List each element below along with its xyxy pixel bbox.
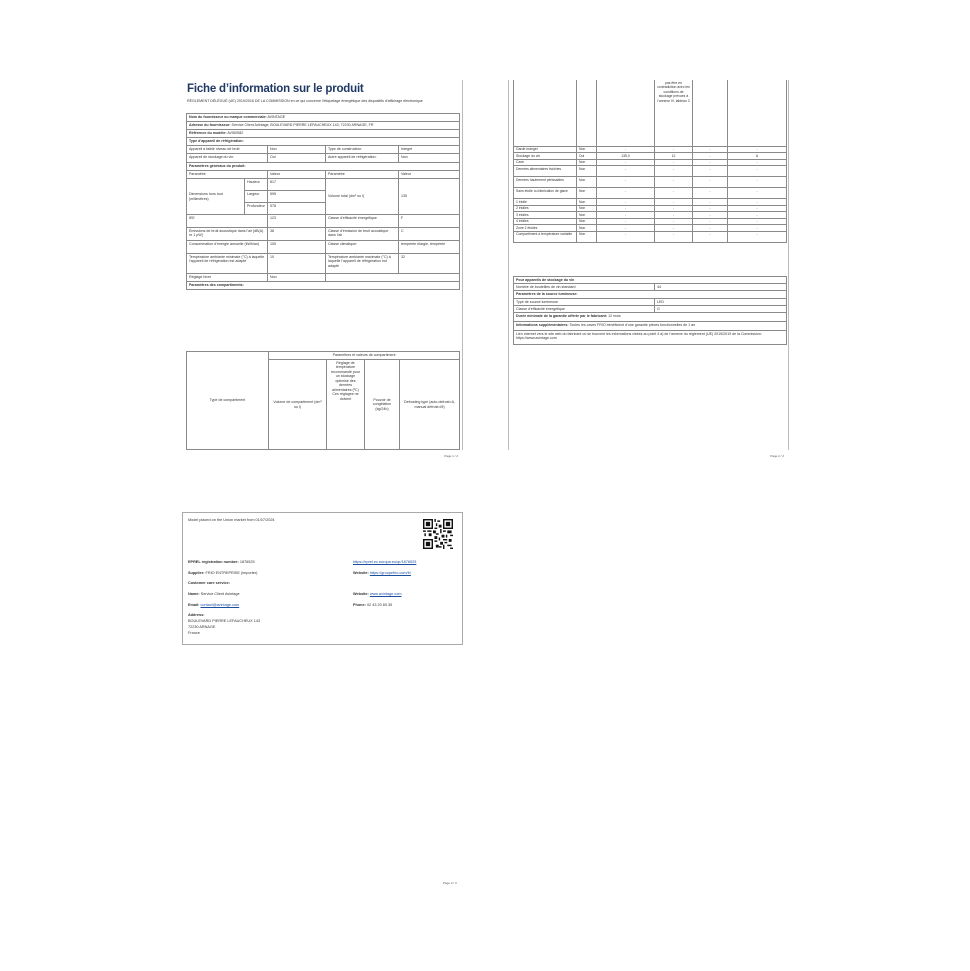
- bottles-label: Nombre de bouteilles de vin standard: [514, 284, 655, 291]
- comp-freeze: -: [693, 153, 728, 160]
- eprel-link[interactable]: https://eprel.ec.europa.eu/qr/1876525: [353, 560, 417, 564]
- depth-value: 578: [268, 203, 326, 215]
- col-value: Valeur: [268, 171, 326, 179]
- extra-value: Toutes les caves FRIO bénéficient d’une garantie pièces fonctionnelles de 1 an: [569, 322, 696, 327]
- eprel-label: EPREL registration number:: [188, 560, 239, 564]
- email-label: Email:: [188, 603, 200, 607]
- comp-volume: -: [597, 205, 655, 212]
- comp-volume: -: [597, 166, 655, 177]
- comp-defrost: A: [728, 153, 787, 160]
- comp-temp: -: [655, 225, 693, 232]
- other-label: Autre appareil de réfrigération:: [326, 154, 399, 163]
- address-line-1: BOULEVARD PIERRE LEFAUCHEUX 143: [188, 619, 261, 623]
- comp-present: Non: [577, 231, 597, 242]
- website2-link[interactable]: www.avintage.com: [369, 592, 402, 596]
- height-label: Hauteur: [245, 179, 268, 191]
- height-value: 817: [268, 179, 326, 191]
- page-number: Page 1 / 2: [444, 454, 458, 458]
- comp-defrost: -: [728, 212, 787, 219]
- comp-defrost: -: [728, 159, 787, 166]
- low-noise-label: Appareil à faible niveau de bruit:: [187, 146, 268, 154]
- comp-name: Zone 2 étoiles: [514, 225, 577, 232]
- manufacturer-link[interactable]: https://www.avintage.com: [516, 336, 557, 340]
- depth-label: Profondeur: [245, 203, 268, 215]
- energy-class-value: F: [399, 215, 460, 228]
- compartment-row: [514, 188, 787, 199]
- comp-defrost-header: Defrosting type (auto-defrost=A, manual defrost=M): [400, 360, 460, 450]
- light-type-label: Type de source lumineuse: [514, 299, 655, 306]
- comp-volume: -: [597, 225, 655, 232]
- comp-name: 3 étoiles: [514, 212, 577, 219]
- light-header: Paramètres de la source lumineuse:: [514, 291, 787, 299]
- low-noise-value: Non: [268, 146, 326, 154]
- comp-temp: -: [655, 166, 693, 177]
- phone-value: 02 43 20 69 35: [366, 603, 393, 607]
- noise-class-value: C: [399, 228, 460, 241]
- eprel-value: 1876525: [239, 560, 255, 564]
- comp-defrost: -: [728, 205, 787, 212]
- col-param-2: Paramètre: [326, 171, 399, 179]
- noise-class-label: Classe d’émission de bruit acoustique dans l’air: [326, 228, 399, 241]
- comp-freeze: -: [693, 225, 728, 232]
- construction-label: Type de construction:: [326, 146, 399, 154]
- comp-defrost: -: [728, 188, 787, 199]
- comp-freeze: -: [693, 146, 728, 153]
- supplier-value: FRIO ENTREPRISE (importer): [205, 571, 258, 575]
- comp-name: 2 étoiles: [514, 205, 577, 212]
- width-label: Largeur: [245, 191, 268, 203]
- page-title: Fiche d’information sur le produit: [187, 83, 364, 95]
- light-type-value: LED: [655, 299, 787, 306]
- comp-present: Non: [577, 188, 597, 199]
- email-link[interactable]: contact@avintage.com: [200, 603, 240, 607]
- general-header: Paramètres généraux du produit:: [187, 163, 460, 171]
- climate-label: Classe climatique:: [326, 241, 399, 254]
- winter-label: Réglage hiver: [187, 274, 268, 282]
- comp-present: Non: [577, 166, 597, 177]
- max-temp-value: 32: [399, 254, 460, 274]
- extra-label: Informations supplémentaires:: [516, 322, 569, 327]
- climate-value: tempérée élargie, tempérée: [399, 241, 460, 254]
- comp-freeze: -: [693, 231, 728, 242]
- name-label: Name:: [188, 592, 200, 596]
- comp-freeze: -: [693, 218, 728, 225]
- comp-name: 4 étoiles: [514, 218, 577, 225]
- comp-defrost: -: [728, 177, 787, 188]
- comp-defrost: -: [728, 199, 787, 206]
- comp-present: Non: [577, 225, 597, 232]
- comp-temp: -: [655, 231, 693, 242]
- comp-present: Non: [577, 212, 597, 219]
- comp-volume: -: [597, 212, 655, 219]
- address-label: Address:: [188, 613, 205, 617]
- comp-name: Denrées alimentaires fraîches: [514, 166, 577, 177]
- comp-present: Oui: [577, 153, 597, 160]
- comp-volume: -: [597, 159, 655, 166]
- wine-header: Pour appareils de stockage du vin: [514, 277, 787, 284]
- bottles-value: 44: [655, 284, 787, 291]
- phone-label: Phone:: [353, 603, 366, 607]
- noise-label: Émissions de bruit acoustique dans l’air [dB(A) re 1 pW]: [187, 228, 268, 241]
- compartments-table: [513, 80, 787, 243]
- supplier-label: Nom du fournisseur ou marque commerciale:: [189, 114, 267, 119]
- comp-freeze: -: [693, 188, 728, 199]
- wine-light-table: [513, 276, 787, 345]
- name-value: Service Client Avintage: [200, 592, 240, 596]
- comp-freeze: -: [693, 205, 728, 212]
- light-class-label: Classe d’efficacité énergétique: [514, 306, 655, 313]
- compartments-header: Paramètres des compartiments:: [187, 282, 460, 290]
- energy-class-label: Classe d’efficacité énergétique: [326, 215, 399, 228]
- comp-present: Non: [577, 205, 597, 212]
- comp-defrost: -: [728, 225, 787, 232]
- address-value: Service Client Avintage, BOULEVARD PIERRE LEFAUCHEUX 143, 72230 ARNAGE, FR: [231, 122, 374, 127]
- comp-freeze-header: Pouvoir de congélation (kg/24h): [365, 360, 400, 450]
- comp-freeze: -: [693, 177, 728, 188]
- max-temp-label: Température ambiante maximale (°C) à laquelle l’appareil de réfrigération est adapté: [326, 254, 399, 274]
- min-temp-label: Température ambiante minimale (°C) à laquelle l’appareil de réfrigération est adapté: [187, 254, 268, 274]
- comp-name: Sans étoile ou fabrication de glace: [514, 188, 577, 199]
- market-date: Model placed on the Union market from 01/07/2024: [188, 518, 275, 522]
- comp-present: Non: [577, 177, 597, 188]
- address-line-2: 72230 ARNAGE: [188, 625, 216, 629]
- compartment-row: [514, 166, 787, 177]
- model-label: Référence du modèle:: [189, 130, 227, 135]
- volume-label: Volume total (dm³ ou l): [326, 179, 399, 215]
- model-value: AVI50S82: [227, 130, 244, 135]
- comp-name: Garde manger: [514, 146, 577, 153]
- qr-code-icon[interactable]: [423, 519, 453, 549]
- comp-temp: -: [655, 146, 693, 153]
- comp-temp: -: [655, 212, 693, 219]
- comp-name: Compartiment à température variable: [514, 231, 577, 242]
- winter-value: Non: [268, 274, 326, 282]
- regulation-intro: RÈGLEMENT DÉLÉGUÉ (UE) 2019/2016 DE LA COMMISSION en ce qui concerne l’étiquetage énergétique des dispositifs d’affichage électronique: [187, 99, 423, 103]
- eprel-info-page: [182, 512, 463, 645]
- compartments-header-table: [186, 351, 460, 450]
- supplier-label: Supplier:: [188, 571, 205, 575]
- col-value-2: Valeur: [399, 171, 460, 179]
- address-line-3: France: [188, 631, 200, 635]
- comp-name: Denrées hautement périssables: [514, 177, 577, 188]
- comp-volume: -: [597, 231, 655, 242]
- comp-param-header: Paramètres et valeurs de compartiment: [269, 352, 460, 360]
- supplier-value: AVINTAGE: [267, 114, 286, 119]
- comp-present: Non: [577, 199, 597, 206]
- comp-temp: -: [655, 218, 693, 225]
- comp-defrost: -: [728, 146, 787, 153]
- comp-freeze: -: [693, 166, 728, 177]
- comp-temp: -: [655, 177, 693, 188]
- warranty-value: 12 mois: [608, 313, 621, 318]
- comp-freeze: -: [693, 212, 728, 219]
- consumption-value: 105: [268, 241, 326, 254]
- product-sheet-page-1: [182, 80, 463, 458]
- comp-temp: -: [655, 159, 693, 166]
- comp-temp: -: [655, 188, 693, 199]
- comp-freeze: -: [693, 199, 728, 206]
- width-value: 595: [268, 191, 326, 203]
- light-class-value: G: [655, 306, 787, 313]
- comp-present: Non: [577, 146, 597, 153]
- comp-volume: -: [597, 177, 655, 188]
- product-sheet-page-2: [508, 80, 789, 458]
- other-value: Non: [399, 154, 460, 163]
- comp-defrost: -: [728, 166, 787, 177]
- comp-temp-continued: pas être en contradiction avec les conditions de stockage prévues à l’annexe IV, tableau 3: [655, 80, 693, 146]
- warranty-label: Durée minimale de la garantie offerte par le fabricant:: [516, 313, 608, 318]
- type-header: Type d’appareil de réfrigération:: [187, 138, 460, 146]
- comp-present: Non: [577, 218, 597, 225]
- comp-freeze: -: [693, 159, 728, 166]
- consumption-label: Consommation d’énergie annuelle (kWh/an): [187, 241, 268, 254]
- page-number-3: Page 3 / 3: [443, 881, 457, 885]
- dims-label: Dimensions hors tout (millimètres): [187, 179, 245, 215]
- compartment-row: [514, 231, 787, 242]
- col-param: Paramètre: [187, 171, 268, 179]
- comp-defrost: -: [728, 218, 787, 225]
- comp-present: Non: [577, 159, 597, 166]
- comp-type-header: Type de compartiment: [187, 352, 269, 450]
- comp-volume: -: [597, 188, 655, 199]
- min-temp-value: 10: [268, 254, 326, 274]
- customer-care-label: Customer care service:: [188, 581, 230, 585]
- construction-value: Intégré: [399, 146, 460, 154]
- comp-volume: -: [597, 146, 655, 153]
- eei-label: IEE: [187, 215, 268, 228]
- volume-value: 135: [399, 179, 460, 215]
- comp-temp: -: [655, 205, 693, 212]
- comp-temp: 12: [655, 153, 693, 160]
- wine-label: Appareil de stockage du vin:: [187, 154, 268, 163]
- address-label: Adresse du fournisseur:: [189, 122, 231, 127]
- wine-value: Oui: [268, 154, 326, 163]
- comp-volume: 135,0: [597, 153, 655, 160]
- link-text: Lien internet vers le site web du fabricant où se trouvent les informations visées au point 4 a) de l’annexe du règlement (UE) 2019/2019 de la Commission:: [516, 331, 762, 336]
- comp-volume-header: Volume de compartiment (dm³ ou l): [269, 360, 327, 450]
- website-link[interactable]: https://groupefrio.com/fr/: [369, 571, 411, 575]
- compartment-row: [514, 177, 787, 188]
- comp-name: 1 étoile: [514, 199, 577, 206]
- comp-temp-header: Réglage de température recommandé pour un stockage optimisé des denrées alimentaires (ºC) Ces réglages ne doivent: [327, 360, 365, 450]
- comp-name: Stockage du vin: [514, 153, 577, 160]
- eei-value: 123: [268, 215, 326, 228]
- website-label: Website:: [353, 571, 369, 575]
- website2-label: Website:: [353, 592, 369, 596]
- comp-volume: -: [597, 199, 655, 206]
- comp-defrost: -: [728, 231, 787, 242]
- product-parameters-table: [186, 113, 460, 290]
- page-number: Page 2 / 2: [770, 454, 784, 458]
- comp-name: Cave: [514, 159, 577, 166]
- comp-temp: -: [655, 199, 693, 206]
- noise-value: 38: [268, 228, 326, 241]
- comp-volume: -: [597, 218, 655, 225]
